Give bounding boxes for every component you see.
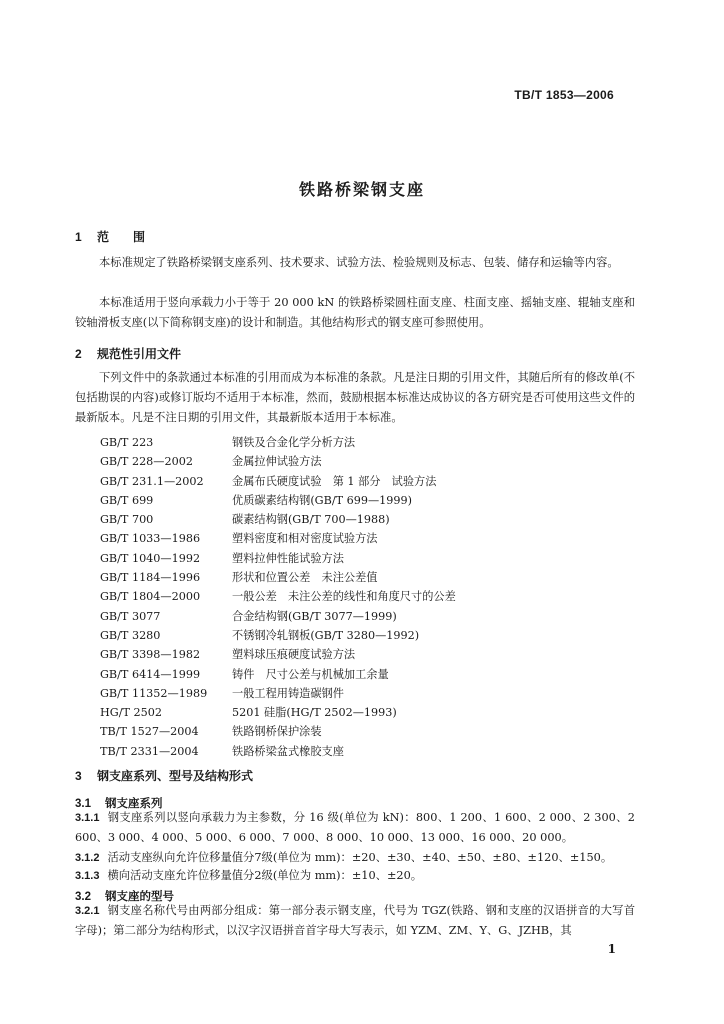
clause-number: 3.2.1 [75, 905, 100, 917]
reference-title: 不锈钢冷轧钢板(GB/T 3280—1992) [232, 628, 420, 642]
reference-title: 金属拉伸试验方法 [232, 455, 322, 469]
reference-title: 塑料密度和相对密度试验方法 [232, 532, 378, 546]
reference-code: GB/T 6414—1999 [100, 667, 201, 681]
reference-code: GB/T 228—2002 [100, 455, 193, 469]
reference-item [100, 472, 620, 491]
reference-code: GB/T 1184—1996 [100, 571, 201, 585]
page-number: 1 [607, 942, 616, 956]
normative-references-list [100, 433, 620, 761]
section-title: 范 围 [97, 230, 146, 244]
reference-code: HG/T 2502 [100, 706, 162, 720]
reference-title: 碳素结构钢(GB/T 700—1988) [232, 513, 390, 527]
clause-text: 钢支座名称代号由两部分组成：第一部分表示钢支座，代号为 TGZ(铁路、钢和支座的汉语拼音的大写首字母)；第二部分为结构形式，以汉字汉语拼音首字母大写表示，如 YZM、ZM、Y、G、JZHB，其 [75, 904, 635, 937]
clause-3-1-1 [75, 808, 635, 848]
section-1-paragraph-1: 本标准规定了铁路桥梁钢支座系列、技术要求、试验方法、检验规则及标志、包装、储存和运输等内容。 [99, 256, 619, 269]
section-2-heading [75, 345, 181, 362]
reference-title: 5201 硅脂(HG/T 2502—1993) [232, 706, 397, 720]
reference-title: 塑料拉伸性能试验方法 [232, 551, 344, 565]
clause-3-1-2 [75, 848, 635, 868]
section-number: 1 [75, 230, 82, 244]
clause-number: 3.1.2 [75, 852, 100, 864]
reference-code: GB/T 700 [100, 513, 154, 527]
reference-item [100, 607, 620, 626]
clause-text: 钢支座系列以竖向承载力为主参数，分 16 级(单位为 kN)：800、1 200、1 600、2 000、2 300、2 600、3 000、4 000、5 000、6 000、7 000、8 000、10 000、13 000、16 000、20 000。 [75, 811, 635, 844]
section-2-intro: 下列文件中的条款通过本标准的引用而成为本标准的条款。凡是注日期的引用文件，其随后所有的修改单(不包括勘误的内容)或修订版均不适用于本标准，然而，鼓励根据本标准达成协议的各方研究是否可使用这些文件的最新版本。凡是不注日期的引用文件，其最新版本适用于本标准。 [75, 371, 635, 424]
reference-code: GB/T 1804—2000 [100, 590, 201, 604]
reference-title: 铁路桥梁盆式橡胶支座 [232, 744, 344, 758]
subsection-number: 3.2 [75, 891, 91, 903]
subsection-title: 钢支座的型号 [105, 891, 174, 903]
section-3-heading [75, 767, 253, 784]
reference-item [100, 491, 620, 510]
reference-title: 铸件 尺寸公差与机械加工余量 [232, 667, 389, 681]
reference-title: 一般工程用铸造碳钢件 [232, 686, 344, 700]
reference-title: 一般公差 未注公差的线性和角度尺寸的公差 [232, 590, 456, 604]
reference-title: 优质碳素结构钢(GB/T 699—1999) [232, 493, 413, 507]
reference-title: 塑料球压痕硬度试验方法 [232, 648, 356, 662]
reference-item [100, 510, 620, 529]
reference-item [100, 549, 620, 568]
standard-code: TB/T 1853—2006 [514, 88, 614, 102]
clause-text: 活动支座纵向允许位移量值分7级(单位为 mm)：±20、±30、±40、±50、±80、±120、±150。 [107, 851, 613, 864]
reference-code: TB/T 1527—2004 [100, 725, 199, 739]
reference-code: GB/T 699 [100, 493, 154, 507]
reference-item [100, 665, 620, 684]
clause-text: 横向活动支座允许位移量值分2级(单位为 mm)：±10、±20。 [107, 869, 423, 882]
section-title: 规范性引用文件 [97, 347, 182, 361]
document-title: 铁路桥梁钢支座 [298, 182, 425, 199]
reference-item [100, 703, 620, 722]
reference-code: GB/T 3398—1982 [100, 648, 201, 662]
reference-item [100, 684, 620, 703]
subsection-title: 钢支座系列 [105, 798, 163, 810]
reference-item [100, 452, 620, 471]
reference-title: 形状和位置公差 未注公差值 [232, 571, 378, 585]
section-number: 2 [75, 347, 82, 361]
reference-title: 金属布氏硬度试验 第 1 部分 试验方法 [232, 474, 437, 488]
reference-code: TB/T 2331—2004 [100, 744, 199, 758]
reference-code: GB/T 1040—1992 [100, 551, 201, 565]
subsection-number: 3.1 [75, 798, 91, 810]
reference-title: 合金结构钢(GB/T 3077—1999) [232, 609, 397, 623]
reference-title: 铁路钢桥保护涂装 [232, 725, 322, 739]
clause-3-1-3 [75, 866, 635, 886]
reference-code: GB/T 231.1—2002 [100, 474, 204, 488]
section-1-paragraph-2: 本标准适用于竖向承载力小于等于 20 000 kN 的铁路桥梁圆柱面支座、柱面支座、摇轴支座、辊轴支座和铰轴滑板支座(以下简称钢支座)的设计和制造。其他结构形式的钢支座可参照使用。 [75, 296, 635, 329]
reference-code: GB/T 1033—1986 [100, 532, 201, 546]
reference-item [100, 645, 620, 664]
clause-3-2-1 [75, 901, 635, 941]
reference-item [100, 722, 620, 741]
reference-item [100, 742, 620, 761]
clause-number: 3.1.3 [75, 870, 100, 882]
section-title: 钢支座系列、型号及结构形式 [97, 769, 254, 783]
reference-item [100, 587, 620, 606]
reference-code: GB/T 11352—1989 [100, 686, 208, 700]
reference-title: 钢铁及合金化学分析方法 [232, 436, 356, 449]
reference-code: GB/T 3280 [100, 628, 161, 642]
reference-item [100, 568, 620, 587]
reference-code: GB/T 3077 [100, 609, 161, 623]
reference-item [100, 626, 620, 645]
reference-code: GB/T 223 [100, 436, 154, 449]
section-number: 3 [75, 769, 82, 783]
section-1-heading [75, 228, 145, 245]
reference-item [100, 433, 620, 452]
reference-item [100, 529, 620, 548]
clause-number: 3.1.1 [75, 812, 100, 824]
